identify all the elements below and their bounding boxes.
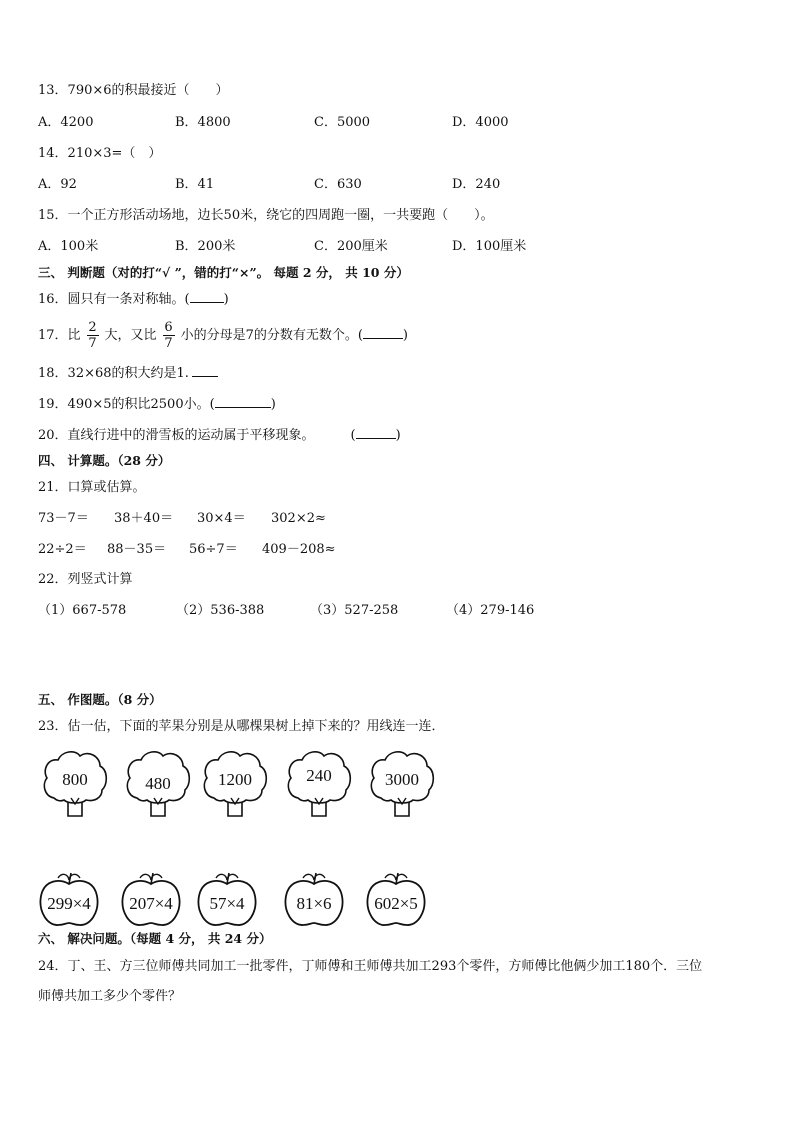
q18-text: 18．32×68的积大约是1.: [38, 366, 189, 381]
q19-close: ): [270, 397, 276, 412]
q20-text: 20．直线行进中的滑雪板的运动属于平移现象。: [38, 428, 315, 443]
section-3-header: 三、 判断题（对的打“√ ”，错的打“×”。 每题 2 分， 共 10 分）: [38, 265, 409, 280]
q18: [38, 364, 218, 383]
q13-text: 13．790×6的积最接近（ ）: [38, 83, 229, 98]
tree-1200[interactable]: [200, 748, 270, 820]
apple-602x5[interactable]: [365, 868, 427, 930]
apple-expression: 57×4: [209, 894, 245, 913]
tree-800[interactable]: [40, 748, 110, 820]
apple-expression: 81×6: [296, 894, 332, 913]
q21-item: 409－208≈: [262, 542, 336, 557]
q15-option-d[interactable]: D．100厘米: [452, 239, 527, 254]
q21-item: 22÷2＝: [38, 542, 87, 557]
q13-option-a[interactable]: A．4200: [38, 115, 94, 130]
tree-number: 800: [62, 770, 88, 789]
tree-number: 3000: [385, 770, 419, 789]
apple-expression: 207×4: [129, 894, 173, 913]
q21-item: 302×2≈: [271, 511, 326, 526]
q16-close: ): [223, 292, 229, 307]
q17-close: ): [402, 328, 408, 343]
q17-pre: 17．比: [38, 328, 81, 343]
q20-close: ): [395, 428, 401, 443]
fraction-2-7: [87, 320, 99, 351]
q14-text: 14．210×3=（ ）: [38, 146, 162, 161]
q15-option-b[interactable]: B．200米: [175, 239, 236, 254]
tree-240[interactable]: [284, 748, 354, 820]
q22-item: （3）527-258: [310, 603, 399, 618]
q20-answer-blank[interactable]: [356, 426, 396, 439]
q21-item: 30×4＝: [197, 511, 246, 526]
tree-480[interactable]: [123, 748, 193, 820]
q13-option-c[interactable]: C．5000: [314, 115, 371, 130]
q22-item: （4）279-146: [446, 603, 535, 618]
q21-item: 88－35＝: [107, 542, 167, 557]
apple-207x4[interactable]: [120, 868, 182, 930]
q18-answer-blank[interactable]: [192, 364, 218, 377]
q19-answer-blank[interactable]: [215, 395, 271, 408]
q22-title: 22．列竖式计算: [38, 572, 133, 587]
tree-number: 480: [145, 774, 171, 793]
q23-title: 23．估一估，下面的苹果分别是从哪棵果树上掉下来的？用线连一连．: [38, 719, 445, 734]
q17-answer-blank[interactable]: [363, 326, 403, 339]
fraction-denominator: 7: [88, 336, 97, 351]
fraction-denominator: 7: [164, 336, 173, 351]
q15-option-c[interactable]: C．200厘米: [314, 239, 388, 254]
q19-text: 19．490×5的积比2500小。(: [38, 397, 215, 412]
q14-option-d[interactable]: D．240: [452, 177, 501, 192]
q21-item: 73－7＝: [38, 511, 89, 526]
tree-3000[interactable]: [367, 748, 437, 820]
tree-number: 240: [306, 766, 332, 785]
q17-mid: 大，又比: [104, 328, 157, 343]
apple-expression: 602×5: [374, 894, 418, 913]
q20-open: (: [350, 428, 356, 443]
q17: [38, 318, 408, 354]
tree-number: 1200: [218, 770, 252, 789]
q21-item: 56÷7＝: [189, 542, 238, 557]
apple-81x6[interactable]: [283, 868, 345, 930]
section-5-header: 五、 作图题。（8 分）: [38, 692, 162, 707]
q21-item: 38＋40＝: [114, 511, 174, 526]
q13-option-d[interactable]: D．4000: [452, 115, 509, 130]
q16-text: 16．圆只有一条对称轴。(: [38, 292, 190, 307]
fraction-numerator: 6: [164, 320, 173, 335]
q24-line-1: 24．丁、王、方三位师傅共同加工一批零件，丁师傅和王师傅共加工293个零件，方师傅比他俩少加工180个．三位: [38, 959, 703, 974]
q15-text: 15．一个正方形活动场地，边长50米，绕它的四周跑一圈，一共要跑（ ）。: [38, 208, 494, 223]
q16-answer-blank[interactable]: [190, 290, 224, 303]
apple-299x4[interactable]: [38, 868, 100, 930]
apple-expression: 299×4: [47, 894, 91, 913]
q14-option-c[interactable]: C．630: [314, 177, 362, 192]
q20: [38, 426, 401, 445]
q17-post: 小的分母是7的分数有无数个。(: [180, 328, 363, 343]
section-4-header: 四、 计算题。（28 分）: [38, 453, 171, 468]
q21-title: 21．口算或估算。: [38, 480, 146, 495]
section-6-header: 六、 解决问题。（每题 4 分， 共 24 分）: [38, 931, 272, 946]
q13-option-b[interactable]: B．4800: [175, 115, 231, 130]
q24-line-2: 师傅共加工多少个零件？: [38, 989, 182, 1004]
q22-item: （1）667-578: [38, 603, 127, 618]
q15-option-a[interactable]: A．100米: [38, 239, 99, 254]
fraction-6-7: [163, 320, 175, 351]
q14-option-b[interactable]: B．41: [175, 177, 215, 192]
q14-option-a[interactable]: A．92: [38, 177, 77, 192]
q22-item: （2）536-388: [176, 603, 265, 618]
q16: [38, 290, 229, 309]
q19: [38, 395, 276, 414]
apple-57x4[interactable]: [196, 868, 258, 930]
fraction-numerator: 2: [88, 320, 97, 335]
